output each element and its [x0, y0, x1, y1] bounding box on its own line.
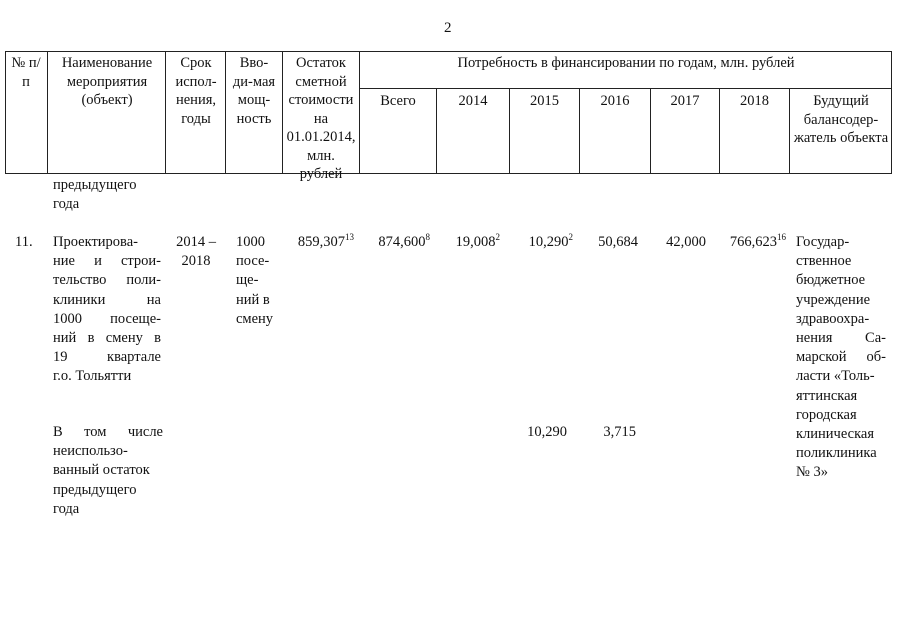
row-2018	[716, 233, 786, 252]
balance-footnote: 13	[345, 232, 354, 242]
y2015-value: 10,290	[528, 234, 569, 250]
row-balance	[280, 233, 354, 252]
balance-value: 859,307	[297, 234, 345, 250]
row-name	[53, 233, 161, 387]
subrow-2015: 10,290	[527, 424, 567, 440]
col-border	[225, 51, 226, 173]
name-line: ний в смену в	[53, 330, 161, 347]
row-2017: 42,000	[666, 234, 706, 250]
header-col-capacity: Вво-ди-мая мощ-ность	[232, 55, 276, 127]
subrow-name-line: неиспользо-	[53, 443, 128, 460]
holder-line: яттинская	[796, 387, 858, 404]
capacity-line: посе-	[236, 253, 270, 270]
subrow-name-line: предыдущего	[53, 481, 137, 498]
header-col-name: Наименование мероприятия (объект)	[61, 55, 153, 108]
header-col-2015: 2015	[530, 93, 559, 109]
header-top-border	[5, 51, 892, 52]
total-value: 874,600	[378, 234, 426, 250]
holder-line: № 3»	[796, 464, 828, 481]
col-border	[359, 51, 360, 173]
row-capacity	[236, 233, 280, 329]
col-border	[282, 51, 283, 173]
holder-line: здравоохра-	[796, 310, 870, 327]
holder-line: Государ-	[796, 234, 850, 250]
capacity-line: ще-	[236, 272, 259, 289]
header-col-2018: 2018	[740, 93, 769, 109]
subrow-name-line: года	[53, 500, 80, 517]
carryover-text	[53, 176, 136, 214]
name-line: Проектирова-	[53, 234, 138, 250]
term-line: 2018	[181, 253, 211, 270]
col-border	[891, 51, 892, 173]
row-term	[168, 233, 224, 271]
row-holder	[796, 233, 886, 483]
carryover-line: предыдущего	[53, 177, 137, 193]
header-bottom-border	[5, 173, 892, 174]
holder-line: бюджетное	[796, 272, 866, 289]
header-group-title: Потребность в финансировании по годам, млн. рублей	[457, 55, 795, 71]
y2014-footnote: 2	[495, 232, 500, 242]
name-line: 19 квартале	[53, 349, 161, 366]
row-2014	[436, 233, 500, 252]
name-line: 1000 посеще-	[53, 310, 161, 327]
term-line: 2014 –	[176, 234, 216, 250]
col-border	[165, 51, 166, 173]
total-footnote: 8	[425, 232, 430, 242]
row-2015	[509, 233, 573, 252]
col-border	[436, 88, 437, 173]
header-col-term: Срок испол-нения, годы	[175, 55, 217, 127]
holder-line: ственное	[796, 253, 852, 270]
header-col-2017: 2017	[670, 93, 700, 109]
y2015-footnote: 2	[568, 232, 573, 242]
row-2016: 50,684	[598, 234, 638, 250]
holder-line: нения Са-	[796, 330, 886, 347]
name-line: ние и строи-	[53, 253, 161, 270]
page-number: 2	[444, 20, 452, 36]
holder-line: учреждение	[796, 291, 871, 308]
group-divider	[359, 88, 892, 89]
col-border	[47, 51, 48, 173]
header-col-balance: Остаток сметной стоимости на 01.01.2014, млн. рублей	[286, 55, 356, 182]
capacity-line: смену	[236, 310, 274, 327]
y2014-value: 19,008	[455, 234, 496, 250]
subrow-name-line: В том числе	[53, 424, 163, 440]
col-border	[5, 51, 6, 173]
name-line: г.о. Тольятти	[53, 368, 132, 385]
y2018-value: 766,623	[729, 234, 777, 250]
y2018-footnote: 16	[777, 232, 786, 242]
subrow-2016: 3,715	[603, 424, 636, 440]
name-line: тельство поли-	[53, 272, 161, 289]
holder-line: марской об-	[796, 349, 886, 366]
holder-line: клиническая	[796, 426, 875, 443]
holder-line: ласти «Толь-	[796, 368, 875, 385]
holder-line: поликлиника	[796, 445, 877, 462]
row-total	[360, 233, 430, 252]
header-col-num: № п/п	[11, 55, 41, 90]
subrow-name-line: ванный остаток	[53, 462, 150, 479]
subrow-name	[53, 423, 163, 519]
capacity-line: 1000	[236, 234, 265, 250]
name-line: клиники на	[53, 291, 161, 308]
carryover-line: года	[53, 196, 80, 213]
header-col-2016: 2016	[600, 93, 630, 109]
capacity-line: ний в	[236, 291, 270, 308]
header-col-holder: Будущий балансодер-жатель объекта	[793, 93, 889, 146]
holder-line: городская	[796, 406, 857, 423]
header-col-total: Всего	[380, 93, 416, 109]
header-col-2014: 2014	[458, 93, 488, 109]
col-border	[789, 88, 790, 173]
row-number: 11.	[15, 234, 33, 250]
